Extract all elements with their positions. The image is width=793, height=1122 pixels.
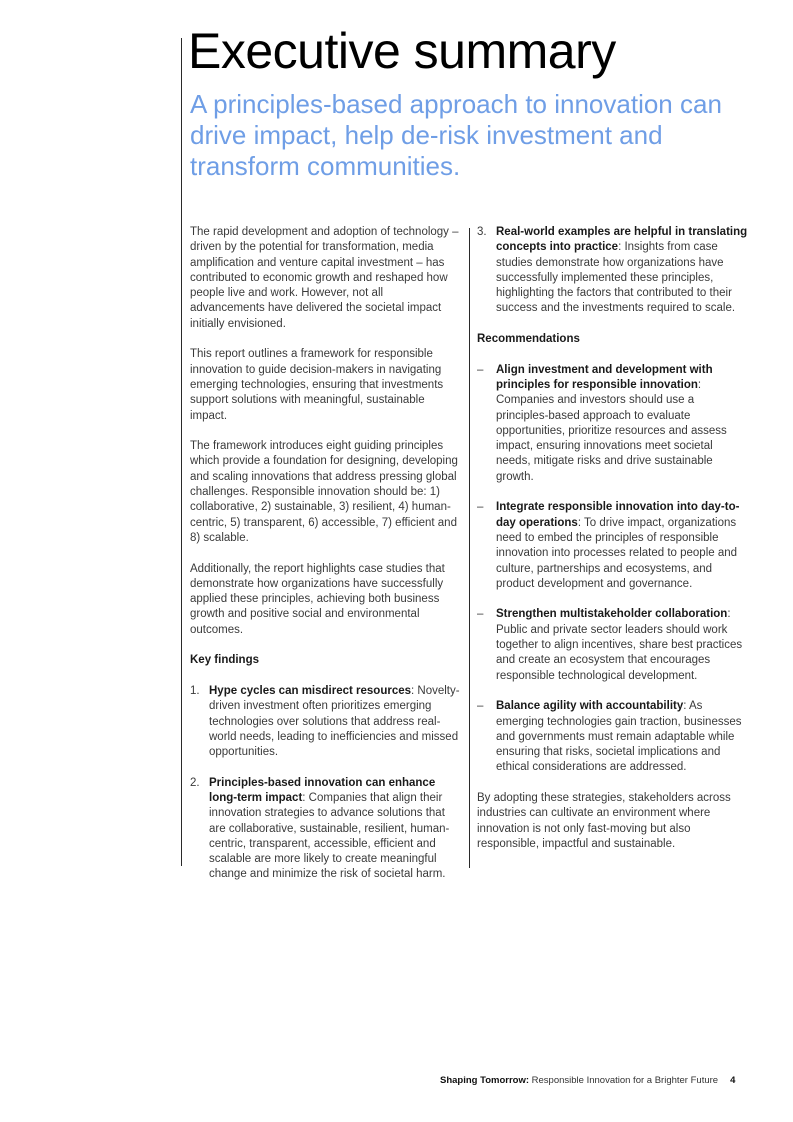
finding-number: 1. (190, 684, 200, 697)
recommendation-item (477, 500, 749, 592)
finding-item (190, 776, 460, 883)
finding-item (477, 225, 749, 317)
closing-paragraph: By adopting these strategies, stakeholders across industries can cultivate an environment where innovation is not only fast-moving but also responsible, impactful and sustainable. (477, 791, 731, 850)
dash-marker: – (477, 363, 484, 376)
intro-paragraph: The rapid development and adoption of technology – driven by the potential for transformation, media amplification and venture capital investment – has contributed to economic growth and reshaped how people live and work. However, not all advancements have delivered the societal impact initially envisioned. (190, 226, 459, 330)
recommendation-text: : As emerging technologies gain traction, businesses and governments must remain adaptable while ensuring that risks, societal implications and ethical considerations are addressed. (496, 700, 742, 774)
framework-paragraph: This report outlines a framework for responsible innovation to guide decision-makers in navigating emerging technologies, ensuring that investments support solutions with meaningful, sustainable impact. (190, 348, 444, 422)
finding-number: 2. (190, 776, 200, 789)
recommendations-heading: Recommendations (477, 333, 580, 346)
recommendation-title: Align investment and development with principles for responsible innovation (496, 363, 713, 391)
case-studies-paragraph: Additionally, the report highlights case studies that demonstrate how organizations have successfully applied these principles, achieving both business growth and positive social and environmental outcomes. (190, 562, 445, 636)
principles-paragraph: The framework introduces eight guiding principles which provide a foundation for designing, developing and scaling innovations that address pressing global challenges. Responsible innovation should be: 1) collaborative, 2) sustainable, 3) resilient, 4) human-centric, 5) transparent, 6) accessible, 7) efficient and 8) scalable. (190, 440, 458, 544)
finding-text: : Novelty-driven investment often prioritizes emerging technologies over solutions that address real-world needs, leading to inefficiencies and missed opportunities. (209, 684, 460, 759)
finding-title: Real-world examples are helpful in translating concepts into practice (496, 226, 748, 254)
recommendation-text: : Companies and investors should use a principles-based approach to evaluate opportunities, prioritize resources and assess impact, ensuring innovations meet societal needs, mitigate risks and drive sustainable growth. (496, 378, 727, 483)
recommendation-title: Balance agility with accountability (496, 700, 684, 713)
dash-marker: – (477, 501, 484, 514)
page-footer (440, 1075, 735, 1086)
title-rule (181, 38, 182, 866)
finding-title: Principles-based innovation can enhance long-term impact (209, 776, 436, 804)
footer-report-subtitle: Responsible Innovation for a Brighter Future (529, 1075, 719, 1086)
dash-marker: – (477, 608, 484, 621)
column-divider (469, 228, 470, 868)
right-column (477, 225, 749, 867)
finding-number: 3. (477, 226, 487, 238)
recommendation-title: Strengthen multistakeholder collaboration (496, 608, 728, 621)
recommendation-item (477, 363, 749, 485)
finding-text: : Insights from case studies demonstrate how organizations have successfully implemented these principles, highlighting the factors that contributed to their success and the investments required to scale. (496, 241, 736, 315)
dash-marker: – (477, 700, 484, 713)
recommendation-title: Integrate responsible innovation into day-to-day operations (496, 501, 740, 529)
footer-report-title: Shaping Tomorrow: (440, 1075, 530, 1086)
recommendation-text: : To drive impact, organizations need to embed the principles of responsible innovation into processes related to people and culture, partnerships and ecosystems, and product development and governance. (496, 516, 738, 590)
recommendation-item (477, 699, 749, 775)
finding-item (190, 684, 460, 760)
page-title: Executive summary (188, 23, 616, 79)
recommendation-text: : Public and private sector leaders should work together to align incentives, share best practices and create an ecosystem that encourages responsible technological development. (496, 608, 743, 682)
finding-title: Hype cycles can misdirect resources (209, 684, 412, 697)
recommendation-item (477, 607, 749, 683)
left-column (190, 225, 460, 898)
page-subtitle: A principles-based approach to innovation can drive impact, help de-risk investment and transform communities. (190, 89, 722, 181)
page-number: 4 (730, 1075, 736, 1086)
finding-text: : Companies that align their innovation strategies to advance solutions that are collaborative, sustainable, resilient, human-centric, transparent, accessible, efficient and scalable are more likely to create meaningful change and minimize the risk of societal harm. (209, 791, 450, 881)
key-findings-heading: Key findings (190, 654, 260, 667)
